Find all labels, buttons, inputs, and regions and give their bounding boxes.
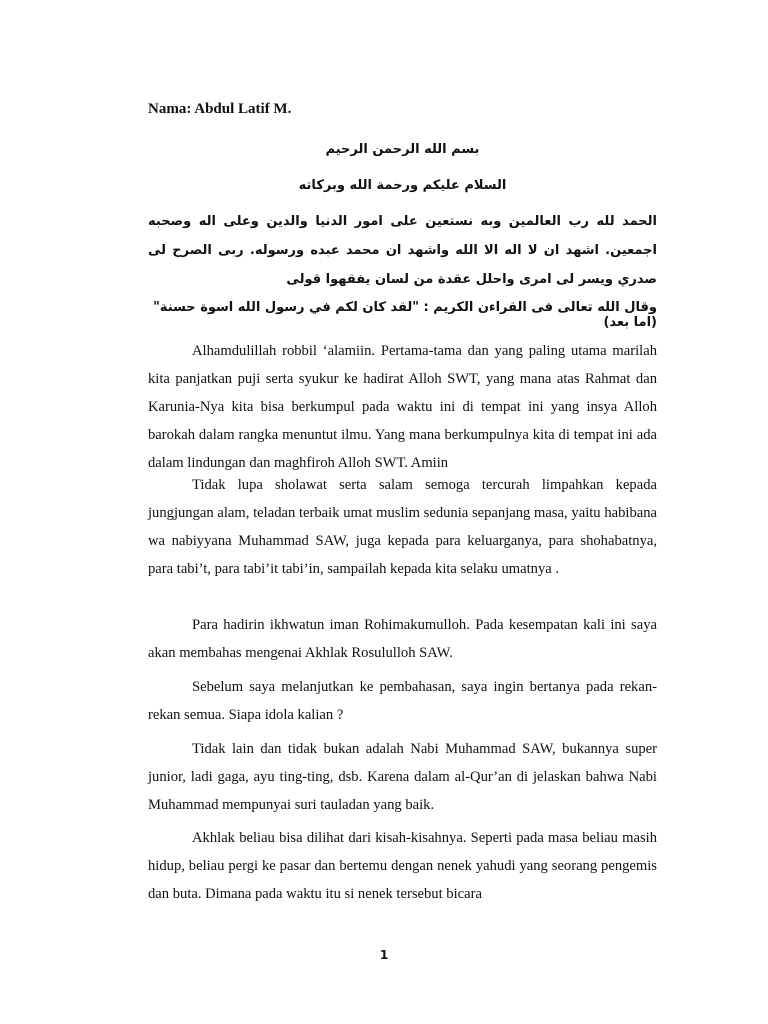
page-number: 1 <box>379 948 389 962</box>
paragraph-6: Akhlak beliau bisa dilihat dari kisah-kisahnya. Seperti pada masa beliau masih hidup, beliau pergi ke pasar dan bertemu dengan nenek yahudi yang seorang pengemis dan buta. Dimana pada waktu itu si nenek tersebut bicara <box>148 830 657 902</box>
quran-quote: وقال الله تعالى فى القراءن الكريم : "لقد كان لكم في رسول الله اسوة حسنة" (اما بعد) <box>153 300 657 330</box>
paragraph-1: Alhamdulillah robbil ‘alamiin. Pertama-tama dan yang paling utama marilah kita panjatkan puji serta syukur ke hadirat Alloh SWT, yang mana atas Rahmat dan Karunia-Nya kita bisa berkumpul pada waktu ini di tempat ini yang insya Alloh barokah dalam rangka menuntut ilmu. Yang mana berkumpulnya kita di tempat ini ada dalam lindungan dan maghfiroh Alloh SWT. Amiin <box>148 343 657 471</box>
author-name: Nama: Abdul Latif M. <box>148 101 292 117</box>
paragraph-4: Sebelum saya melanjutkan ke pembahasan, saya ingin bertanya pada rekan-rekan semua. Siapa idola kalian ? <box>148 679 657 723</box>
basmalah: بسم الله الرحمن الرحيم <box>325 142 480 157</box>
paragraph-2: Tidak lupa sholawat serta salam semoga tercurah limpahkan kepada jungjungan alam, teladan terbaik umat muslim sedunia sepanjang masa, yaitu habibana wa nabiyyana Muhammad SAW, juga kepada para keluarganya, para shohabatnya, para tabi’t, para tabi’it tabi’in, sampailah kepada kita selaku umatnya . <box>148 477 657 577</box>
arabic-opening-prayer: الحمد لله رب العالمين وبه نستعين على امور الدنيا والدين وعلى اله وصحبه اجمعين. اشهد ان لا اله الا الله واشهد ان محمد عبده ورسوله. ربى الصرح لى صدري ويسر لى امرى واحلل عقدة من لسان يفقهوا قولى <box>148 214 657 287</box>
salam-greeting: السلام عليكم ورحمة الله وبركاته <box>298 178 507 193</box>
paragraph-5: Tidak lain dan tidak bukan adalah Nabi Muhammad SAW, bukannya super junior, ladi gaga, ayu ting-ting, dsb. Karena dalam al-Qur’an di jelaskan bahwa Nabi Muhammad mempunyai suri tauladan yang baik. <box>148 741 657 813</box>
paragraph-3: Para hadirin ikhwatun iman Rohimakumulloh. Pada kesempatan kali ini saya akan membahas mengenai Akhlak Rosululloh SAW. <box>148 617 657 661</box>
